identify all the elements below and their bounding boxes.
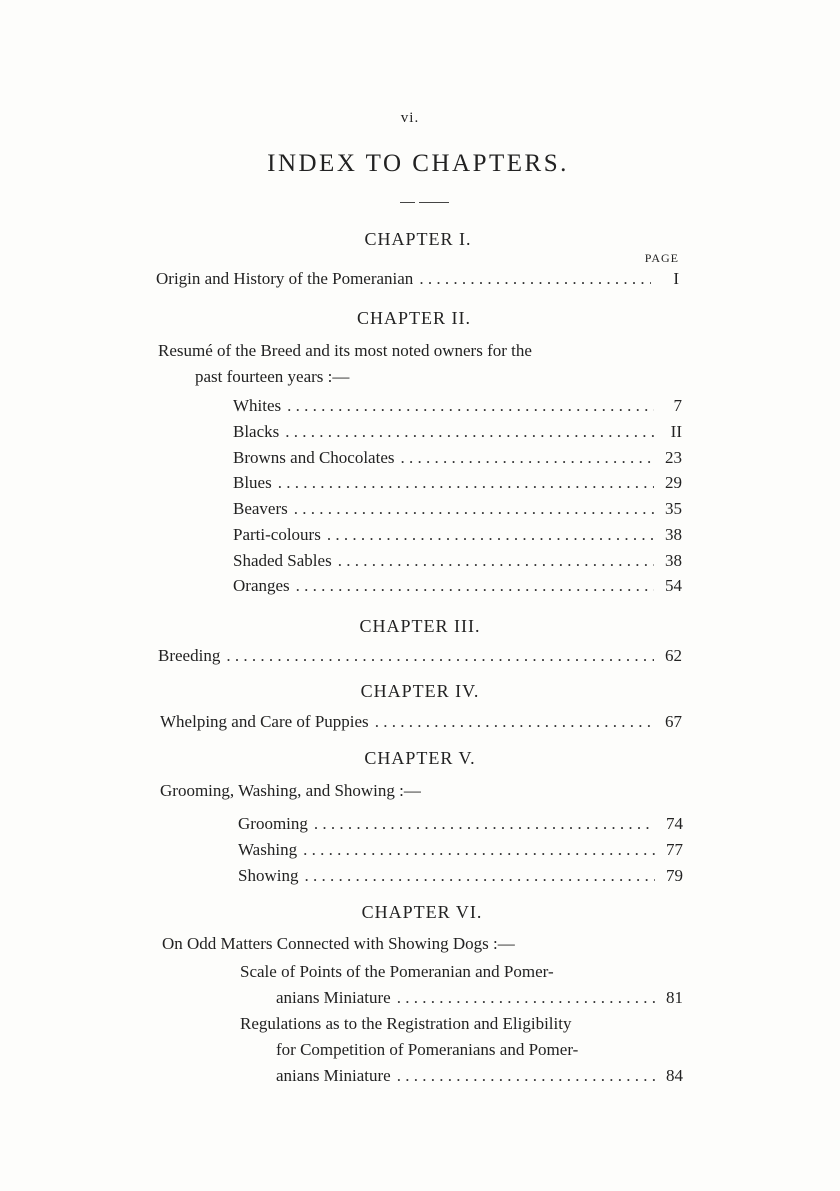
chapter-heading-1: CHAPTER I. [364, 229, 472, 249]
toc-entry-title: Browns and Chocolates [233, 448, 395, 467]
chapter-intro: On Odd Matters Connected with Showing Dogs :— [162, 934, 515, 953]
toc-entry[interactable] [233, 448, 682, 468]
leader-dots [375, 712, 654, 732]
leader-dots [294, 499, 654, 519]
toc-entry-page: 81 [666, 988, 683, 1007]
toc-entry[interactable] [233, 422, 682, 442]
page-column-header: PAGE [644, 251, 679, 265]
leader-dots [397, 1066, 655, 1086]
leader-dots [304, 866, 655, 886]
leader-dots [314, 814, 655, 834]
toc-entry[interactable] [238, 814, 683, 834]
toc-entry-page: 38 [665, 551, 682, 570]
toc-entry-title: Whelping and Care of Puppies [160, 712, 369, 731]
chapter-heading-3: CHAPTER III. [359, 616, 481, 636]
toc-entry-page: 54 [665, 576, 682, 595]
toc-entry[interactable] [233, 576, 682, 596]
toc-entry-page: 35 [665, 499, 682, 518]
page-number: vi. [400, 110, 420, 126]
toc-entry-title: anians Miniature [276, 1066, 391, 1085]
toc-entry-page: I [673, 269, 679, 288]
toc-entry-title: Blacks [233, 422, 280, 441]
chapter-heading-5: CHAPTER V. [364, 748, 476, 768]
leader-dots [287, 396, 654, 416]
toc-entry-page: II [670, 422, 682, 441]
toc-entry[interactable] [233, 473, 682, 493]
leader-dots [285, 422, 654, 442]
toc-entry-title: anians Miniature [276, 988, 391, 1007]
leader-dots [338, 551, 654, 571]
toc-entry-title: Shaded Sables [233, 551, 332, 570]
leader-dots [296, 576, 654, 596]
toc-entry[interactable] [233, 499, 682, 519]
leader-dots [278, 473, 654, 493]
toc-entry[interactable] [233, 396, 682, 416]
toc-entry-page: 74 [666, 814, 683, 833]
toc-entry[interactable] [233, 525, 682, 545]
toc-entry[interactable] [276, 988, 683, 1008]
leader-dots [419, 269, 651, 289]
toc-entry[interactable] [233, 551, 682, 571]
toc-entry[interactable] [158, 646, 682, 666]
leader-dots [327, 525, 654, 545]
toc-entry-title: Beavers [233, 499, 288, 518]
leader-dots [303, 840, 655, 860]
title-rule-short [400, 202, 415, 203]
toc-entry[interactable] [238, 866, 683, 886]
toc-entry-title-line: Regulations as to the Registration and Eligibility [240, 1014, 572, 1033]
toc-entry-title: Breeding [158, 646, 221, 665]
chapter-heading-4: CHAPTER IV. [360, 681, 480, 701]
page-title: INDEX TO CHAPTERS. [267, 150, 569, 177]
toc-entry-title-line: for Competition of Pomeranians and Pomer- [276, 1040, 579, 1059]
toc-entry-title: Parti-colours [233, 525, 321, 544]
toc-entry-title: Blues [233, 473, 272, 492]
leader-dots [400, 448, 654, 468]
toc-entry-title: Grooming [238, 814, 308, 833]
leader-dots [226, 646, 654, 666]
toc-entry[interactable] [160, 712, 682, 732]
toc-entry-page: 67 [665, 712, 682, 731]
toc-entry-title-line: Scale of Points of the Pomeranian and Pomer- [240, 962, 554, 981]
toc-entry-page: 23 [665, 448, 682, 467]
toc-entry[interactable] [238, 840, 683, 860]
toc-entry[interactable] [276, 1066, 683, 1086]
toc-entry-title: Origin and History of the Pomeranian [156, 269, 414, 288]
chapter-intro: Grooming, Washing, and Showing :— [160, 781, 421, 800]
toc-entry-title: Whites [233, 396, 282, 415]
chapter-heading-2: CHAPTER II. [357, 308, 471, 328]
toc-entry-page: 62 [665, 646, 682, 665]
toc-entry-page: 77 [666, 840, 683, 859]
toc-entry-page: 38 [665, 525, 682, 544]
leader-dots [397, 988, 655, 1008]
chapter-intro-continued: past fourteen years :— [195, 367, 350, 386]
toc-entry-title: Washing [238, 840, 298, 859]
toc-entry-page: 79 [666, 866, 683, 885]
chapter-heading-6: CHAPTER VI. [361, 902, 483, 922]
chapter-intro: Resumé of the Breed and its most noted owners for the [158, 341, 532, 360]
toc-entry[interactable] [156, 269, 679, 289]
toc-entry-title: Oranges [233, 576, 290, 595]
toc-entry-page: 84 [666, 1066, 683, 1085]
title-rule-long [419, 202, 449, 203]
toc-entry-page: 7 [673, 396, 682, 415]
toc-entry-page: 29 [665, 473, 682, 492]
toc-entry-title: Showing [238, 866, 299, 885]
